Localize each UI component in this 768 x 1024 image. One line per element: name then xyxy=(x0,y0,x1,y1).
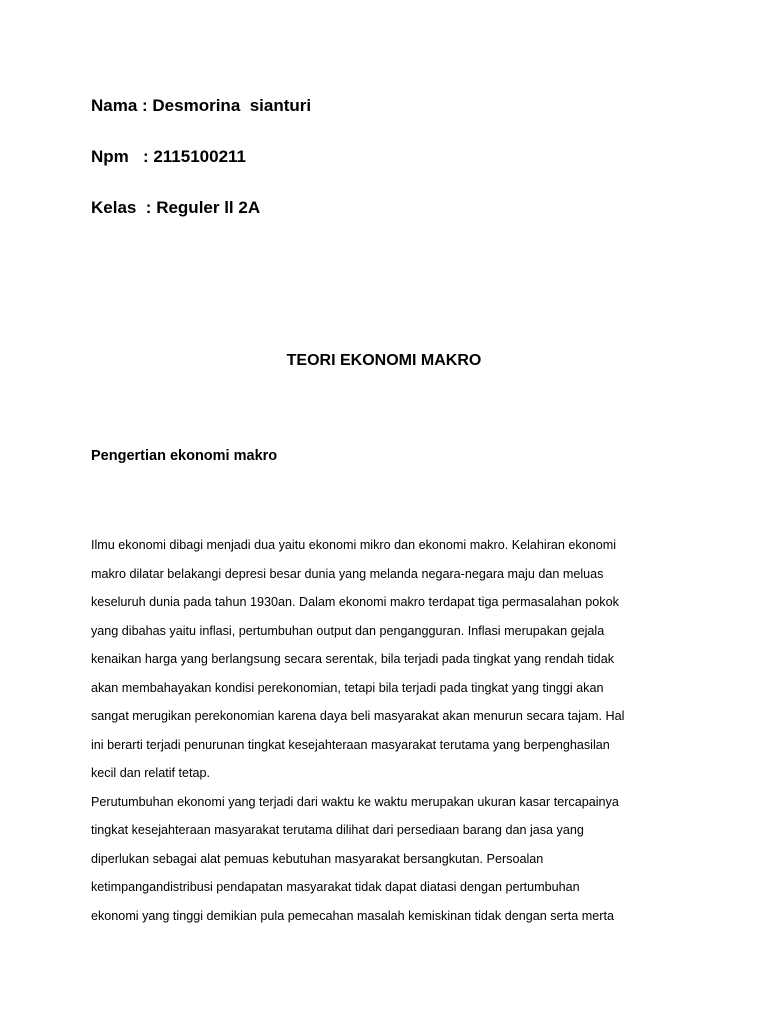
student-npm-line: Npm : 2115100211 xyxy=(91,147,247,166)
body-line: diperlukan sebagai alat pemuas kebutuhan masyarakat bersangkutan. Persoalan xyxy=(91,851,544,866)
student-class-line: Kelas : Reguler ll 2A xyxy=(91,198,261,217)
body-line: ekonomi yang tinggi demikian pula pemecahan masalah kemiskinan tidak dengan serta merta xyxy=(91,908,614,923)
body-line: kenaikan harga yang berlangsung secara serentak, bila terjadi pada tingkat yang rendah tidak xyxy=(91,652,614,666)
body-paragraphs xyxy=(91,531,691,930)
body-line: Perutumbuhan ekonomi yang terjadi dari waktu ke waktu merupakan ukuran kasar tercapainya xyxy=(91,794,619,809)
body-line: kecil dan relatif tetap. xyxy=(91,766,211,780)
body-line: Ilmu ekonomi dibagi menjadi dua yaitu ekonomi mikro dan ekonomi makro. Kelahiran ekonomi xyxy=(91,538,617,552)
body-line: keseluruh dunia pada tahun 1930an. Dalam ekonomi makro terdapat tiga permasalahan pokok xyxy=(91,595,619,609)
body-line: sangat merugikan perekonomian karena daya beli masyarakat akan menurun secara tajam. Hal xyxy=(91,709,625,723)
document-title: TEORI EKONOMI MAKRO xyxy=(286,352,482,369)
student-name-line: Nama : Desmorina sianturi xyxy=(91,96,312,115)
body-line: tingkat kesejahteraan masyarakat terutama dilihat dari persediaan barang dan jasa yang xyxy=(91,823,584,837)
body-line: makro dilatar belakangi depresi besar dunia yang melanda negara-negara maju dan meluas xyxy=(91,566,604,581)
body-line: yang dibahas yaitu inflasi, pertumbuhan output dan pengangguran. Inflasi merupakan gejala xyxy=(91,623,605,638)
section-heading: Pengertian ekonomi makro xyxy=(91,448,278,464)
body-line: ini berarti terjadi penurunan tingkat kesejahteraan masyarakat terutama yang berpenghasilan xyxy=(91,737,610,752)
body-line: akan membahayakan kondisi perekonomian, tetapi bila terjadi pada tingkat yang tinggi akan xyxy=(91,680,604,695)
body-line: ketimpangandistribusi pendapatan masyarakat tidak dapat diatasi dengan pertumbuhan xyxy=(91,880,580,894)
